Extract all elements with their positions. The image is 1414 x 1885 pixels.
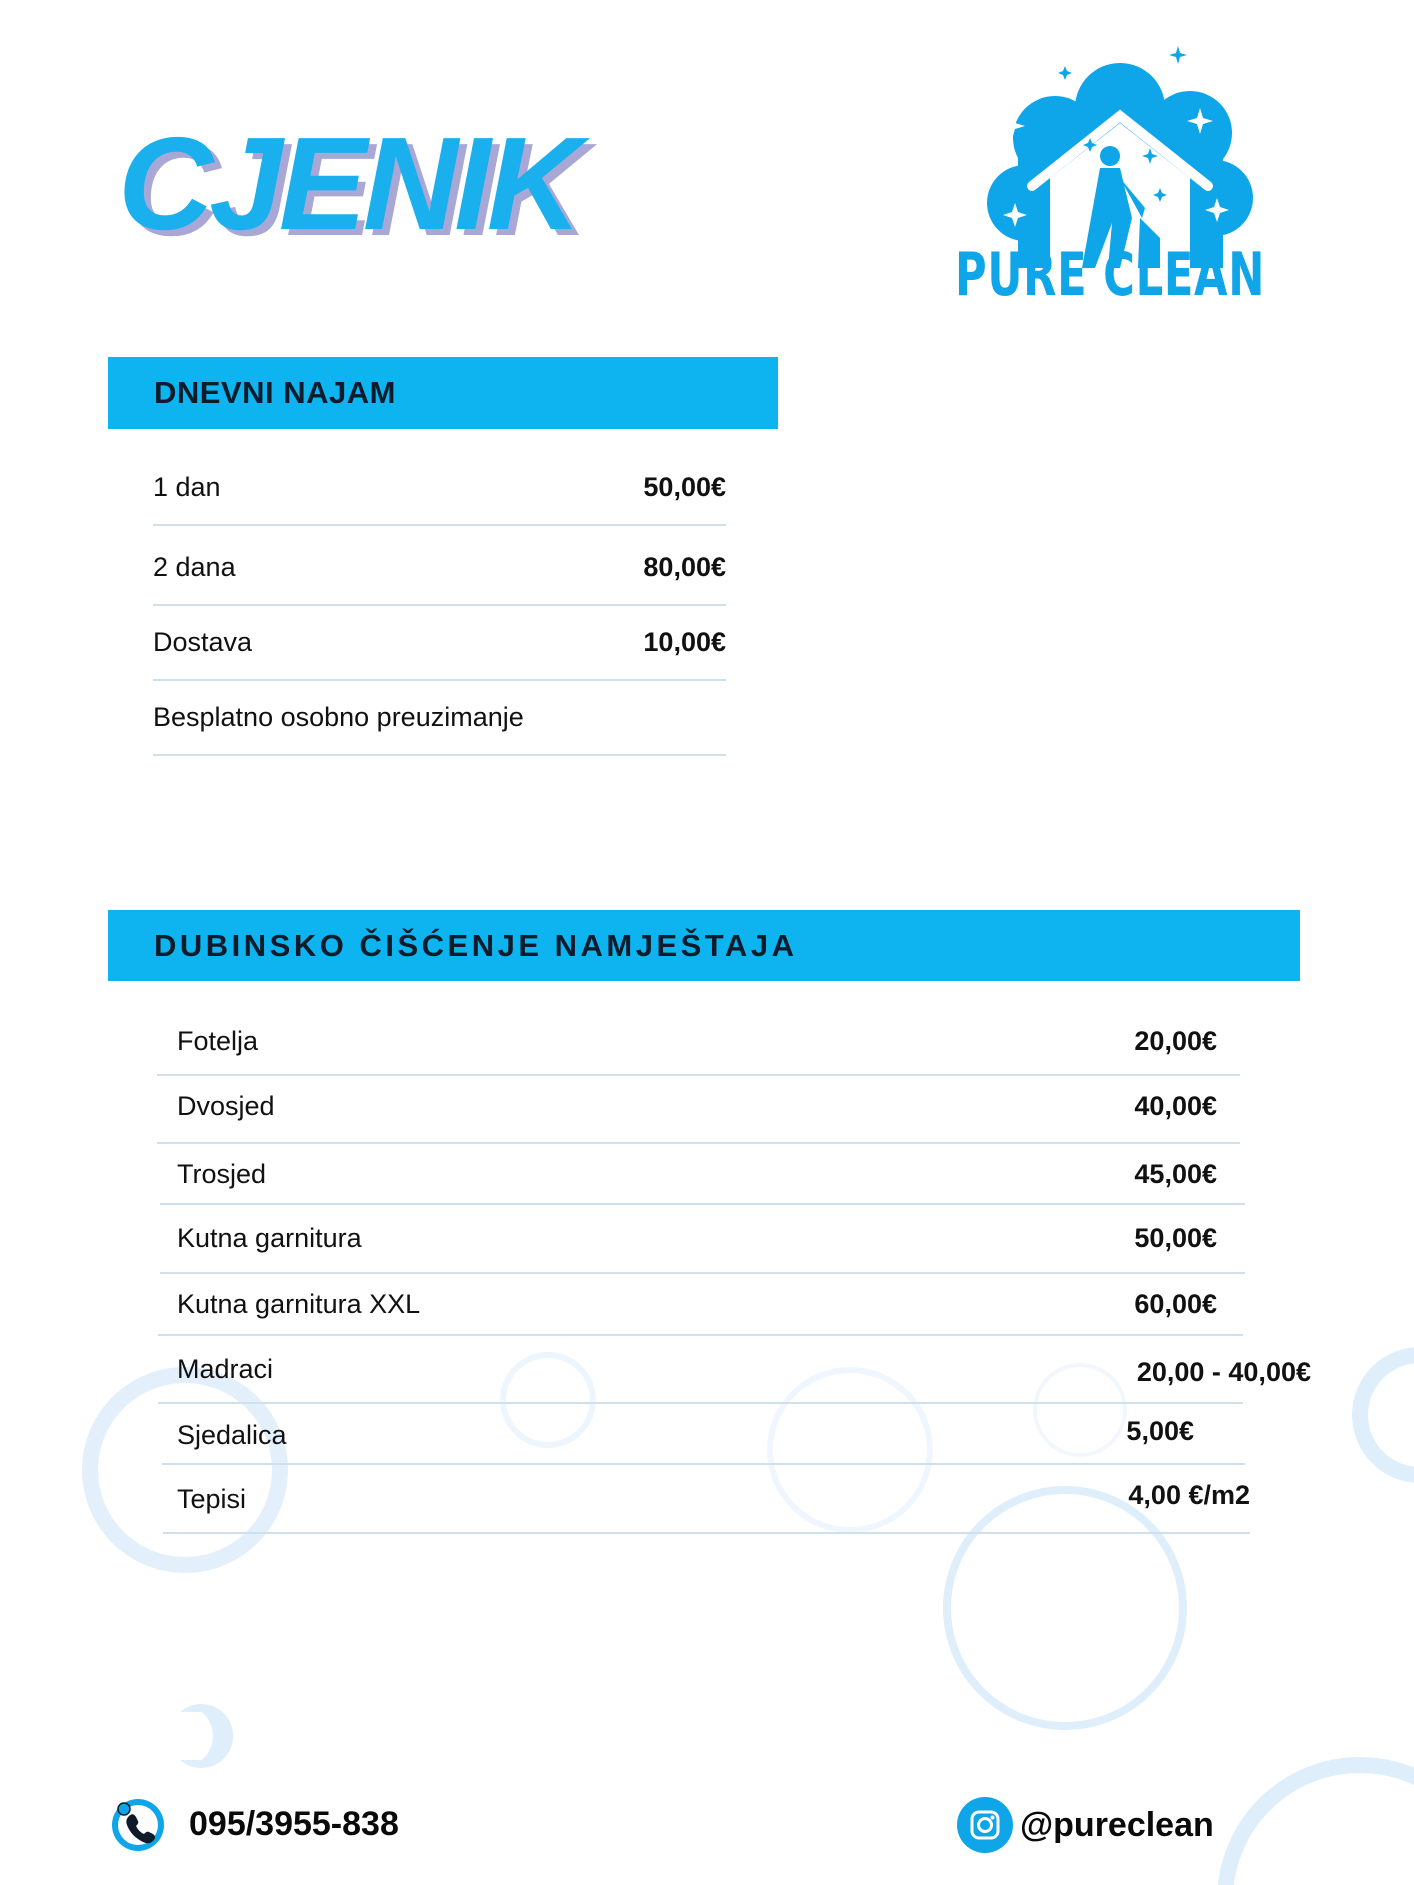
item-label: Fotelja xyxy=(177,1026,259,1056)
item-price: 20,00€ xyxy=(1134,1026,1217,1056)
item-price: 5,00€ xyxy=(1126,1416,1194,1446)
item-label: Sjedalica xyxy=(177,1420,287,1450)
list-item xyxy=(158,1287,1243,1336)
item-label: Madraci xyxy=(177,1354,274,1384)
phone-number[interactable]: 095/3955-838 xyxy=(189,1805,399,1843)
item-price: 40,00€ xyxy=(1134,1091,1217,1121)
item-label: Dvosjed xyxy=(177,1091,275,1121)
list-item xyxy=(162,1418,1245,1465)
daily-rental-heading: DNEVNI NAJAM xyxy=(108,357,778,429)
item-label: Kutna garnitura XXL xyxy=(177,1289,421,1319)
list-item xyxy=(163,1482,1250,1534)
brand-name: PURE CLEAN xyxy=(955,240,1266,310)
item-price: 45,00€ xyxy=(1134,1159,1217,1189)
list-item xyxy=(153,623,726,681)
item-label: 1 dan xyxy=(153,472,221,502)
list-item xyxy=(158,1352,1311,1404)
item-label: Kutna garnitura xyxy=(177,1223,362,1253)
deep-cleaning-heading: DUBINSKO ČIŠĆENJE NAMJEŠTAJA xyxy=(108,910,1300,981)
item-label: Besplatno osobno preuzimanje xyxy=(153,702,524,732)
item-price: 50,00€ xyxy=(643,472,726,502)
item-price: 4,00 €/m2 xyxy=(1128,1480,1250,1510)
phone-icon xyxy=(110,1797,166,1853)
item-price: 60,00€ xyxy=(1134,1289,1217,1319)
item-label: 2 dana xyxy=(153,552,236,582)
list-item xyxy=(157,1022,1240,1076)
list-item xyxy=(153,548,726,606)
item-price: 10,00€ xyxy=(643,627,726,657)
item-label: Tepisi xyxy=(177,1484,247,1514)
list-item xyxy=(157,1089,1240,1144)
list-item xyxy=(160,1157,1245,1205)
instagram-handle[interactable]: @pureclean xyxy=(1020,1806,1214,1844)
list-item xyxy=(153,698,726,756)
item-price: 80,00€ xyxy=(643,552,726,582)
instagram-icon xyxy=(956,1796,1014,1854)
page-title: CJENIK xyxy=(118,110,579,257)
item-price: 20,00 - 40,00€ xyxy=(1136,1357,1311,1387)
list-item xyxy=(160,1221,1245,1274)
list-item xyxy=(153,468,726,526)
item-label: Trosjed xyxy=(177,1159,267,1189)
item-label: Dostava xyxy=(153,627,253,657)
item-price: 50,00€ xyxy=(1134,1223,1217,1253)
